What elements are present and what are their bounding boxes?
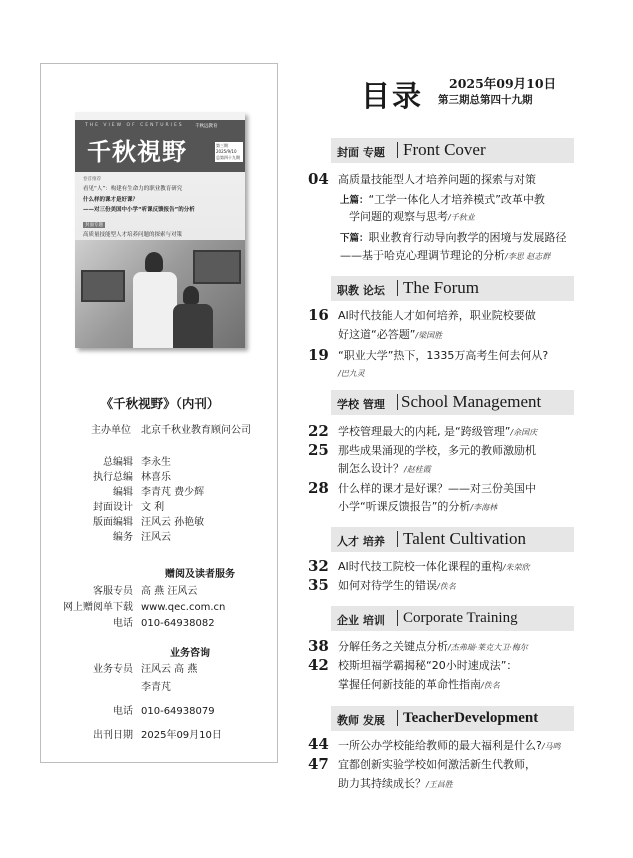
section-forum [331,276,574,301]
row-label: 出刊日期 [93,730,133,741]
section-divider [397,531,398,547]
entry-author: /巴九灵 [338,369,365,378]
row-value: 林喜乐 [141,472,171,483]
entry-line: 学问题的观察与思考 [349,210,448,223]
section-divider [397,280,398,296]
section-en: Corporate Training [403,610,518,626]
toc-entry-title[interactable]: “职业大学”热下，1335万高考生何去何从? [338,349,549,362]
cover-line-1: 看见“人”：构建有生命力的职业教育研究 [83,186,183,192]
toc-entry-title[interactable]: 高质量技能型人才培养问题的探索与对策 [338,173,536,186]
section-school-management [331,390,574,415]
section-cn: 封面 专题 [337,146,385,159]
row-value[interactable]: www.qec.com.cn [141,602,226,613]
toc-page-number: 04 [308,170,329,188]
toc-entry-title[interactable] [340,247,550,263]
toc-entry-title[interactable]: 什么样的课才是好课？——对三份美国中 [338,482,536,495]
toc-entry-title[interactable] [338,577,456,593]
section-front-cover [331,138,574,163]
cover-line-3: ——对三份美国中小学“听课反馈报告”的分析 [83,207,195,213]
row-value: 高 燕 汪风云 [141,586,198,597]
entry-line: 如何对待学生的错误 [338,579,437,592]
row-value: 010-64938082 [141,618,215,629]
toc-entry-title[interactable]: 宜都创新实验学校如何激活新生代教师， [338,758,536,771]
toc-entry-title[interactable] [338,326,442,342]
cover-line-2: 什么样的课才是好课？ [83,197,139,203]
toc-entry-title[interactable] [338,423,537,439]
row-label: 执行总编 [93,472,133,483]
row-label: 客服专员 [93,586,133,597]
entry-author: /李思 赵志群 [505,252,551,261]
toc-entry-title[interactable]: AI时代技能人才如何培养，职业院校要做 [338,309,536,322]
toc-entry-title[interactable] [338,498,497,514]
entry-author: /余国庆 [510,428,538,437]
entry-author: /李海林 [470,503,498,512]
row-label: 主办单位 [91,425,131,436]
row-label: 版面编辑 [93,517,133,528]
cover-subtitle: THE VIEW OF CENTURIES [85,123,184,128]
masthead-title: 《千秋视野》（内刊） [100,396,220,411]
entry-line: 分解任务之关键点分析 [338,640,448,653]
cover-issue-no: 第三期 [216,143,228,148]
section-divider [397,394,398,410]
entry-tag: 下篇： [340,233,369,244]
entry-author: /梁国胜 [415,331,443,340]
section-en: School Management [401,392,542,411]
entry-line: 助力其持续成长？ [338,777,426,790]
section-divider [397,142,398,158]
section-cn: 人才 培养 [337,535,385,548]
row-value: 2025年09月10日 [141,730,222,741]
toc-page-number: 35 [308,576,329,594]
row-value: 010-64938079 [141,706,215,717]
entry-line: 制怎么设计？ [338,462,404,475]
row-label: 业务专员 [93,664,133,675]
toc-entry-title[interactable] [338,460,431,476]
toc-entry-title[interactable] [338,737,561,753]
cover-line-4: 高质量技能型人才培养问题的探索与对策 [83,232,183,238]
row-label: 电话 [113,618,133,629]
toc-entry-title[interactable] [340,229,567,245]
toc-entry-author-line [338,366,365,379]
photo-person-coat [133,272,177,348]
toc-page-number: 16 [308,306,329,324]
service-title: 赠阅及读者服务 [165,569,235,580]
toc-title: 目录 [361,79,424,113]
entry-line: ——基于哈克心理调节理论的分析 [340,249,505,262]
section-cn: 企业 培训 [337,614,385,627]
row-value: 文 利 [141,502,165,513]
cover-issue-total: 总第四十九期 [216,155,240,160]
consult-title: 业务咨询 [170,648,210,659]
toc-page-number: 44 [308,735,329,753]
cover-publisher: 千秋远教育 [195,124,218,129]
row-value: 李青芃 费少辉 [141,487,205,498]
section-teacher-development [331,706,574,731]
toc-entry-title[interactable] [338,558,529,574]
row-value: 李青芃 [141,682,171,693]
row-value: 汪风云 孙艳敏 [141,517,205,528]
section-en: The Forum [403,278,480,297]
row-label: 编辑 [113,487,133,498]
section-en: TeacherDevelopment [403,710,539,726]
row-label: 网上赠阅单下载 [63,602,133,613]
toc-page-number: 25 [308,441,329,459]
cover-photo [75,240,245,348]
cover-image[interactable] [75,112,245,348]
entry-author: /佚名 [437,582,456,591]
row-value: 李永生 [141,457,171,468]
cover-issue-date: 2025/9/10 [216,149,237,154]
entry-author: /佚名 [481,681,500,690]
entry-line: 掌握任何新技能的革命性指南 [338,678,481,691]
cover-logo: 千秋視野 [87,137,187,166]
entry-line: 一所公办学校能给教师的最大福利是什么? [338,739,542,752]
section-cn: 学校 管理 [337,398,385,411]
cover-title-band [75,120,245,172]
toc-page-number: 47 [308,755,329,773]
entry-tag: 上篇： [340,195,369,206]
entry-line: 小学“听课反馈报告”的分析 [338,500,471,513]
toc-page-number: 32 [308,557,329,575]
row-value: 北京千秋业教育顾问公司 [141,425,251,436]
photo-person-head [183,286,199,304]
photo-monitor [81,270,125,302]
toc-entry-title[interactable] [349,208,475,224]
cover-tag: 封面专题 [85,223,103,228]
photo-person-body [173,304,213,348]
entry-author: /千秋业 [448,213,475,222]
toc-entry-title[interactable] [338,638,528,654]
entry-author: /朱荣欣 [502,563,530,572]
entry-line: 好这道“必答题” [338,328,416,341]
masthead-panel [40,63,278,763]
toc-page-number: 22 [308,422,329,440]
entry-line: 职业教育行动导向教学的困境与发展路径 [368,231,567,244]
section-cn: 职教 论坛 [337,284,385,297]
toc-page-number: 42 [308,656,329,674]
row-value: 汪风云 [141,532,171,543]
entry-author: /杰弗瑞·莱克大卫·梅尔 [448,643,528,652]
row-label: 电话 [113,706,133,717]
entry-line: “工学一体化人才培养模式”改革中教 [368,193,545,206]
entry-author: /赵桂霞 [404,465,431,474]
entry-author: /马鸣 [541,742,561,751]
section-divider [397,710,398,726]
toc-page-number: 19 [308,346,329,364]
section-talent-cultivation [331,527,574,552]
entry-author: /王昌胜 [426,780,453,789]
toc-entry-title[interactable] [338,676,500,692]
toc-page-number: 28 [308,479,329,497]
section-en: Talent Cultivation [403,529,526,548]
row-label: 封面设计 [93,502,133,513]
row-label: 总编辑 [103,457,133,468]
toc-entry-title[interactable] [340,191,545,207]
section-cn: 教师 发展 [337,714,385,727]
toc-page-number: 38 [308,637,329,655]
section-divider [397,610,398,626]
toc-entry-title[interactable] [338,775,453,791]
entry-line: 学校管理最大的内耗, 是“跨级管理” [338,425,511,438]
cover-issue-box [215,142,243,162]
toc-entry-title[interactable]: 那些成果涌现的学校，多元的教师激励机 [338,444,536,457]
entry-line: AI时代技工院校一体化课程的重构 [338,560,503,573]
section-corporate-training [331,606,574,631]
toc-entry-title[interactable]: 校斯坦福学霸揭秘“20小时速成法”： [338,659,518,672]
section-en: Front Cover [403,140,486,159]
row-value: 汪风云 高 燕 [141,664,198,675]
row-label: 编务 [113,532,133,543]
photo-monitor [193,250,241,284]
cover-head-label: 卷首推荐 [83,177,101,182]
toc-date: 2025年09月10日 [449,76,557,91]
photo-person-head [145,252,163,272]
toc-issue: 第三期总第四十九期 [438,94,533,106]
